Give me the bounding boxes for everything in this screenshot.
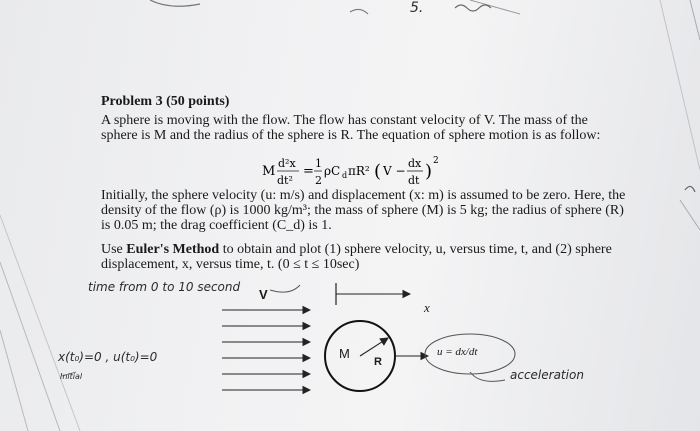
corner-scribble: 5. [410,0,424,16]
svg-text:2: 2 [315,174,322,187]
x-direction-arrow [336,283,410,305]
mass-label: M [339,346,350,361]
euler-method-label: Euler's Method [126,242,220,257]
svg-text:d: d [342,171,348,180]
svg-text:=: = [303,164,314,179]
handwritten-initial-conditions: x(t₀)=0 , u(t₀)=0 [58,350,158,364]
para3-rest: to obtain and plot (1) sphere velocity, u, versus time, t, and (2) sphere displacement, x, versus time, t. (0 ≤ t ≤ 10sec) [101,242,612,272]
svg-text:): ) [425,161,433,182]
flow-velocity-label: V [259,287,268,302]
svg-text:dt²: dt² [277,174,293,187]
svg-text:1: 1 [315,157,322,170]
svg-text:(: ( [374,161,382,182]
svg-text:2: 2 [433,156,439,166]
problem-paragraph-2: Initially, the sphere velocity (u: m/s) and displacement (x: m) is assumed to be zero. Here, the density of the flow (ρ) is 1000 kg/m³; the mass of sphere (M) is 5 kg; the radius of sphere (R) is 0.05 m; the drag coefficient (C_d) is 1. [101,188,626,233]
handwritten-initial-label: Initial [60,372,83,381]
svg-text:dx: dx [408,157,422,170]
para3-prefix: Use [101,242,127,257]
problem-paragraph-1: A sphere is moving with the flow. The flow has constant velocity of V. The mass of the sphere is M and the radius of the sphere is R. The equation of sphere motion is as follow: [101,113,601,143]
svg-text:πR²: πR² [348,164,370,178]
svg-text:V −: V − [383,164,406,178]
problem-title: Problem 3 (50 points) [101,94,230,109]
svg-text:M: M [262,164,276,179]
radius-arrow [360,338,388,356]
x-axis-label: x [424,300,430,315]
svg-text:d²x: d²x [278,157,296,170]
radius-label: R [374,356,382,368]
flow-arrows [222,310,310,390]
handwritten-curve [270,285,300,292]
handwritten-acceleration: acceleration [510,368,584,382]
svg-text:ρC: ρC [324,164,341,178]
handwritten-time-note: time from 0 to 10 second [88,280,241,294]
svg-text:dt: dt [408,174,420,187]
u-definition: u = dx/dt [437,346,478,358]
